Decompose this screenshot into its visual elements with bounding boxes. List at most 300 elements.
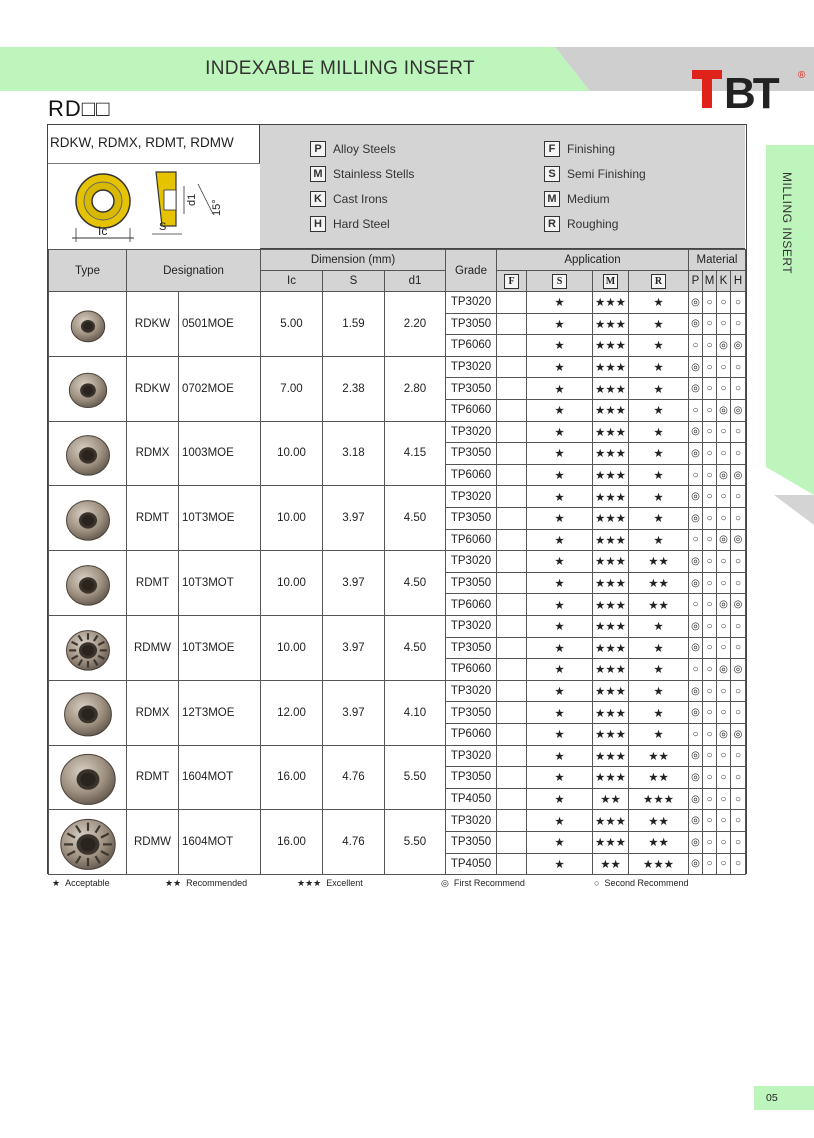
d1-cell: 5.50: [384, 745, 446, 811]
app-f-cell: [496, 809, 527, 832]
material-mm-cell: ○: [702, 615, 717, 638]
material-h-cell: ○: [730, 615, 746, 638]
designation-code-cell: 1604MOT: [178, 809, 261, 875]
material-k-cell: ○: [716, 572, 731, 595]
spec-table-frame: [47, 124, 747, 874]
grade-cell: TP3020: [445, 291, 497, 314]
series-cell: RDMW: [126, 615, 179, 681]
grade-cell: TP3020: [445, 485, 497, 508]
application-code-icon: M: [544, 191, 560, 207]
app-col-header-1: [526, 270, 593, 292]
material-h-cell: ○: [730, 572, 746, 595]
app-r-cell: ★★: [628, 831, 689, 854]
app-r-cell: ★: [628, 507, 689, 530]
material-mm-cell: ○: [702, 529, 717, 552]
material-mm-cell: ○: [702, 313, 717, 336]
side-label: MILLING INSERT: [780, 172, 794, 275]
app-s-cell: ★: [526, 464, 593, 487]
application-code-icon: R: [544, 216, 560, 232]
ic-cell: 10.00: [260, 615, 323, 681]
app-f-cell: [496, 593, 527, 616]
app-f-cell: [496, 615, 527, 638]
material-h-cell: ○: [730, 507, 746, 530]
grade-cell: TP3050: [445, 313, 497, 336]
application-code-icon: M: [603, 274, 618, 289]
s-cell: 3.97: [322, 485, 385, 551]
insert-image: [48, 291, 127, 357]
material-legend-m: [310, 166, 414, 182]
footer-legend-item: [441, 878, 525, 889]
app-f-cell: [496, 421, 527, 444]
material-h-cell: ○: [730, 766, 746, 789]
app-s-cell: ★: [526, 356, 593, 379]
grade-cell: TP3020: [445, 745, 497, 768]
material-mm-cell: ○: [702, 291, 717, 314]
designation-code-cell: 1604MOT: [178, 745, 261, 811]
material-h-cell: ○: [730, 701, 746, 724]
material-legend-h: [310, 216, 390, 232]
material-mm-cell: ○: [702, 421, 717, 444]
material-p-cell: ◎: [688, 745, 703, 768]
material-p-cell: ○: [688, 593, 703, 616]
material-mm-cell: ○: [702, 831, 717, 854]
designation-code-cell: 0501MOE: [178, 291, 261, 357]
series-cell: RDMW: [126, 809, 179, 875]
d1-cell: 4.10: [384, 680, 446, 746]
material-mm-cell: ○: [702, 637, 717, 660]
material-k-cell: ○: [716, 853, 731, 876]
material-mm-cell: ○: [702, 399, 717, 422]
brand-text: BT: [724, 69, 777, 110]
application-code-icon: F: [544, 141, 560, 157]
rating-symbol-icon: ○: [594, 878, 600, 888]
material-p-cell: ◎: [688, 356, 703, 379]
material-p-cell: ◎: [688, 680, 703, 703]
app-m-cell: ★★★: [592, 723, 629, 746]
app-s-cell: ★: [526, 593, 593, 616]
app-s-cell: ★: [526, 680, 593, 703]
app-r-cell: ★★★: [628, 853, 689, 876]
ic-cell: 10.00: [260, 421, 323, 487]
grade-cell: TP3020: [445, 421, 497, 444]
app-m-cell: ★★★: [592, 356, 629, 379]
material-code-icon: P: [310, 141, 326, 157]
material-code-icon: H: [310, 216, 326, 232]
app-f-cell: [496, 529, 527, 552]
insert-photo-icon: [49, 292, 126, 357]
material-label: Alloy Steels: [333, 142, 396, 156]
app-m-cell: ★★★: [592, 572, 629, 595]
material-mm-cell: ○: [702, 334, 717, 357]
material-k-cell: ◎: [716, 658, 731, 681]
app-m-cell: ★★★: [592, 442, 629, 465]
material-h-cell: ◎: [730, 399, 746, 422]
app-f-cell: [496, 853, 527, 876]
grade-cell: TP6060: [445, 593, 497, 616]
insert-diagram-svg: [48, 164, 260, 250]
app-r-cell: ★: [628, 356, 689, 379]
insert-image: [48, 615, 127, 681]
rating-symbol-icon: ★: [52, 878, 61, 888]
insert-photo-icon: [49, 810, 126, 875]
grade-cell: TP3050: [445, 507, 497, 530]
designation-header: Designation: [126, 249, 261, 292]
footer-legend-item: [594, 878, 688, 888]
material-mm-cell: ○: [702, 464, 717, 487]
designation-code-cell: 0702MOE: [178, 356, 261, 422]
material-mm-cell: ○: [702, 853, 717, 876]
ic-cell: 12.00: [260, 680, 323, 746]
series-code: RD□□: [48, 96, 111, 121]
app-r-cell: ★: [628, 291, 689, 314]
app-s-cell: ★: [526, 572, 593, 595]
grade-cell: TP3050: [445, 637, 497, 660]
d1-cell: 4.50: [384, 615, 446, 681]
footer-legend-item: [297, 878, 363, 889]
material-col-header: P: [688, 270, 703, 292]
material-k-cell: ○: [716, 745, 731, 768]
material-h-cell: ○: [730, 442, 746, 465]
app-s-cell: ★: [526, 399, 593, 422]
app-m-cell: ★★: [592, 853, 629, 876]
d1-cell: 4.50: [384, 550, 446, 616]
series-cell: RDMT: [126, 745, 179, 811]
material-k-cell: ○: [716, 291, 731, 314]
app-f-cell: [496, 680, 527, 703]
app-r-cell: ★: [628, 529, 689, 552]
app-s-cell: ★: [526, 550, 593, 573]
insert-photo-icon: [49, 421, 126, 486]
app-r-cell: ★★: [628, 572, 689, 595]
app-r-cell: ★★: [628, 593, 689, 616]
grade-cell: TP3020: [445, 680, 497, 703]
insert-image: [48, 356, 127, 422]
material-k-cell: ○: [716, 766, 731, 789]
insert-image: [48, 421, 127, 487]
app-f-cell: [496, 313, 527, 336]
app-f-cell: [496, 485, 527, 508]
material-p-cell: ◎: [688, 507, 703, 530]
grade-cell: TP3020: [445, 550, 497, 573]
grade-cell: TP4050: [445, 788, 497, 811]
s-cell: 4.76: [322, 745, 385, 811]
application-code-icon: R: [651, 274, 666, 289]
s-cell: 2.38: [322, 356, 385, 422]
app-m-cell: ★★★: [592, 615, 629, 638]
app-s-cell: ★: [526, 313, 593, 336]
app-f-cell: [496, 356, 527, 379]
app-s-cell: ★: [526, 788, 593, 811]
material-k-cell: ○: [716, 637, 731, 660]
material-h-cell: ○: [730, 680, 746, 703]
material-k-cell: ○: [716, 421, 731, 444]
app-f-cell: [496, 701, 527, 724]
series-cell: RDMX: [126, 421, 179, 487]
app-s-cell: ★: [526, 831, 593, 854]
grade-header: Grade: [445, 249, 497, 292]
material-k-cell: ○: [716, 507, 731, 530]
app-m-cell: ★★★: [592, 680, 629, 703]
app-f-cell: [496, 658, 527, 681]
ic-cell: 5.00: [260, 291, 323, 357]
app-r-cell: ★: [628, 615, 689, 638]
material-p-cell: ◎: [688, 421, 703, 444]
app-m-cell: ★★★: [592, 291, 629, 314]
ic-cell: 16.00: [260, 745, 323, 811]
type-info: [48, 125, 260, 249]
rating-label: Acceptable: [65, 878, 110, 888]
rating-label: First Recommend: [453, 878, 525, 888]
application-header: Application: [496, 249, 689, 271]
side-tab-shadow: [774, 495, 814, 525]
designation-code-cell: 12T3MOE: [178, 680, 261, 746]
app-m-cell: ★★★: [592, 485, 629, 508]
material-h-cell: ○: [730, 313, 746, 336]
app-f-cell: [496, 377, 527, 400]
app-r-cell: ★★: [628, 809, 689, 832]
material-mm-cell: ○: [702, 701, 717, 724]
material-p-cell: ◎: [688, 572, 703, 595]
app-m-cell: ★★★: [592, 507, 629, 530]
app-m-cell: ★★★: [592, 637, 629, 660]
ic-cell: 7.00: [260, 356, 323, 422]
app-r-cell: ★: [628, 658, 689, 681]
material-h-cell: ○: [730, 745, 746, 768]
insert-image: [48, 809, 127, 875]
material-label: Hard Steel: [333, 217, 390, 231]
rating-label: Excellent: [326, 878, 363, 888]
grade-cell: TP3020: [445, 356, 497, 379]
app-r-cell: ★★: [628, 766, 689, 789]
grade-cell: TP6060: [445, 464, 497, 487]
application-code-icon: S: [544, 166, 560, 182]
material-mm-cell: ○: [702, 485, 717, 508]
material-h-cell: ◎: [730, 334, 746, 357]
app-f-cell: [496, 572, 527, 595]
material-h-cell: ○: [730, 485, 746, 508]
material-k-cell: ○: [716, 615, 731, 638]
material-p-cell: ◎: [688, 615, 703, 638]
material-h-cell: ○: [730, 831, 746, 854]
insert-photo-icon: [49, 680, 126, 745]
insert-photo-icon: [49, 356, 126, 421]
material-h-cell: ○: [730, 550, 746, 573]
app-f-cell: [496, 507, 527, 530]
insert-image: [48, 485, 127, 551]
app-r-cell: ★: [628, 637, 689, 660]
app-r-cell: ★: [628, 723, 689, 746]
app-m-cell: ★★★: [592, 658, 629, 681]
designation-code-cell: 10T3MOE: [178, 615, 261, 681]
app-f-cell: [496, 334, 527, 357]
material-mm-cell: ○: [702, 572, 717, 595]
material-k-cell: ○: [716, 485, 731, 508]
material-p-cell: ◎: [688, 550, 703, 573]
material-mm-cell: ○: [702, 788, 717, 811]
app-s-cell: ★: [526, 745, 593, 768]
d1-cell: 2.80: [384, 356, 446, 422]
dimension-header: Dimension (mm): [260, 249, 446, 271]
material-p-cell: ◎: [688, 788, 703, 811]
designation-code-cell: 1003MOE: [178, 421, 261, 487]
material-p-cell: ○: [688, 658, 703, 681]
material-mm-cell: ○: [702, 680, 717, 703]
app-col-header-2: [592, 270, 629, 292]
rating-symbol-icon: ★★: [165, 878, 182, 888]
rating-label: Second Recommend: [604, 878, 689, 888]
app-f-cell: [496, 788, 527, 811]
material-h-cell: ◎: [730, 723, 746, 746]
material-p-cell: ◎: [688, 485, 703, 508]
material-legend-p: [310, 141, 396, 157]
material-k-cell: ◎: [716, 334, 731, 357]
grade-cell: TP6060: [445, 529, 497, 552]
app-s-cell: ★: [526, 766, 593, 789]
material-header: Material: [688, 249, 746, 271]
app-s-cell: ★: [526, 637, 593, 660]
s-header: S: [322, 270, 385, 292]
footer-legend-item: [165, 878, 247, 889]
app-r-cell: ★★: [628, 745, 689, 768]
registered-mark: ®: [798, 70, 806, 81]
app-f-cell: [496, 399, 527, 422]
app-m-cell: ★★★: [592, 701, 629, 724]
material-label: Stainless Stells: [333, 167, 415, 181]
app-r-cell: ★★: [628, 550, 689, 573]
material-k-cell: ○: [716, 377, 731, 400]
material-h-cell: ○: [730, 809, 746, 832]
material-h-cell: ○: [730, 788, 746, 811]
material-h-cell: ○: [730, 291, 746, 314]
app-m-cell: ★★★: [592, 766, 629, 789]
material-p-cell: ◎: [688, 442, 703, 465]
grade-cell: TP3050: [445, 572, 497, 595]
material-col-header: M: [702, 270, 717, 292]
material-k-cell: ○: [716, 701, 731, 724]
app-m-cell: ★★★: [592, 529, 629, 552]
material-code-icon: K: [310, 191, 326, 207]
insert-image: [48, 680, 127, 746]
ic-cell: 16.00: [260, 809, 323, 875]
app-r-cell: ★: [628, 680, 689, 703]
grade-cell: TP3050: [445, 701, 497, 724]
application-label: Roughing: [567, 217, 619, 231]
material-p-cell: ○: [688, 723, 703, 746]
material-k-cell: ◎: [716, 593, 731, 616]
rating-label: Recommended: [186, 878, 248, 888]
material-mm-cell: ○: [702, 442, 717, 465]
application-code-icon: S: [552, 274, 567, 289]
material-mm-cell: ○: [702, 550, 717, 573]
dim-ic-label: Ic: [98, 224, 108, 238]
app-s-cell: ★: [526, 442, 593, 465]
material-mm-cell: ○: [702, 723, 717, 746]
series-cell: RDMT: [126, 485, 179, 551]
material-k-cell: ○: [716, 442, 731, 465]
material-mm-cell: ○: [702, 809, 717, 832]
material-p-cell: ◎: [688, 766, 703, 789]
material-h-cell: ○: [730, 637, 746, 660]
grade-cell: TP6060: [445, 723, 497, 746]
app-r-cell: ★: [628, 421, 689, 444]
material-mm-cell: ○: [702, 766, 717, 789]
app-m-cell: ★★★: [592, 464, 629, 487]
application-label: Semi Finishing: [567, 167, 646, 181]
d1-header: d1: [384, 270, 446, 292]
insert-image: [48, 745, 127, 811]
material-h-cell: ○: [730, 377, 746, 400]
dim-d1-label: d1: [186, 193, 198, 206]
ic-header: Ic: [260, 270, 323, 292]
app-col-header-3: [628, 270, 689, 292]
material-k-cell: ○: [716, 809, 731, 832]
material-col-header: H: [730, 270, 746, 292]
material-k-cell: ○: [716, 356, 731, 379]
application-label: Medium: [567, 192, 610, 206]
page-number: 05: [754, 1086, 814, 1110]
grade-cell: TP6060: [445, 399, 497, 422]
app-f-cell: [496, 464, 527, 487]
app-f-cell: [496, 723, 527, 746]
material-h-cell: ○: [730, 853, 746, 876]
app-f-cell: [496, 831, 527, 854]
material-p-cell: ◎: [688, 313, 703, 336]
app-f-cell: [496, 550, 527, 573]
grade-cell: TP6060: [445, 334, 497, 357]
footer-legend-item: [52, 878, 110, 889]
insert-image: [48, 550, 127, 616]
s-cell: 3.97: [322, 615, 385, 681]
s-cell: 3.18: [322, 421, 385, 487]
app-s-cell: ★: [526, 701, 593, 724]
grade-cell: TP3050: [445, 377, 497, 400]
app-s-cell: ★: [526, 615, 593, 638]
material-p-cell: ◎: [688, 291, 703, 314]
app-s-cell: ★: [526, 809, 593, 832]
grade-cell: TP3020: [445, 809, 497, 832]
application-code-icon: F: [504, 274, 519, 289]
material-k-cell: ○: [716, 788, 731, 811]
app-r-cell: ★★★: [628, 788, 689, 811]
app-m-cell: ★★★: [592, 313, 629, 336]
grade-cell: TP3020: [445, 615, 497, 638]
ic-cell: 10.00: [260, 550, 323, 616]
material-p-cell: ○: [688, 334, 703, 357]
rating-symbol-icon: ★★★: [297, 878, 322, 888]
app-s-cell: ★: [526, 291, 593, 314]
rating-symbol-icon: ◎: [441, 878, 449, 888]
app-r-cell: ★: [628, 399, 689, 422]
app-s-cell: ★: [526, 507, 593, 530]
app-s-cell: ★: [526, 485, 593, 508]
insert-photo-icon: [49, 486, 126, 551]
series-cell: RDKW: [126, 356, 179, 422]
app-r-cell: ★: [628, 464, 689, 487]
app-s-cell: ★: [526, 723, 593, 746]
material-mm-cell: ○: [702, 507, 717, 530]
material-mm-cell: ○: [702, 745, 717, 768]
material-p-cell: ◎: [688, 701, 703, 724]
app-col-header-0: [496, 270, 527, 292]
material-col-header: K: [716, 270, 731, 292]
d1-cell: 4.15: [384, 421, 446, 487]
s-cell: 3.97: [322, 680, 385, 746]
application-legend-s: [544, 166, 646, 182]
material-k-cell: ○: [716, 680, 731, 703]
material-k-cell: ○: [716, 550, 731, 573]
app-f-cell: [496, 637, 527, 660]
application-label: Finishing: [567, 142, 616, 156]
